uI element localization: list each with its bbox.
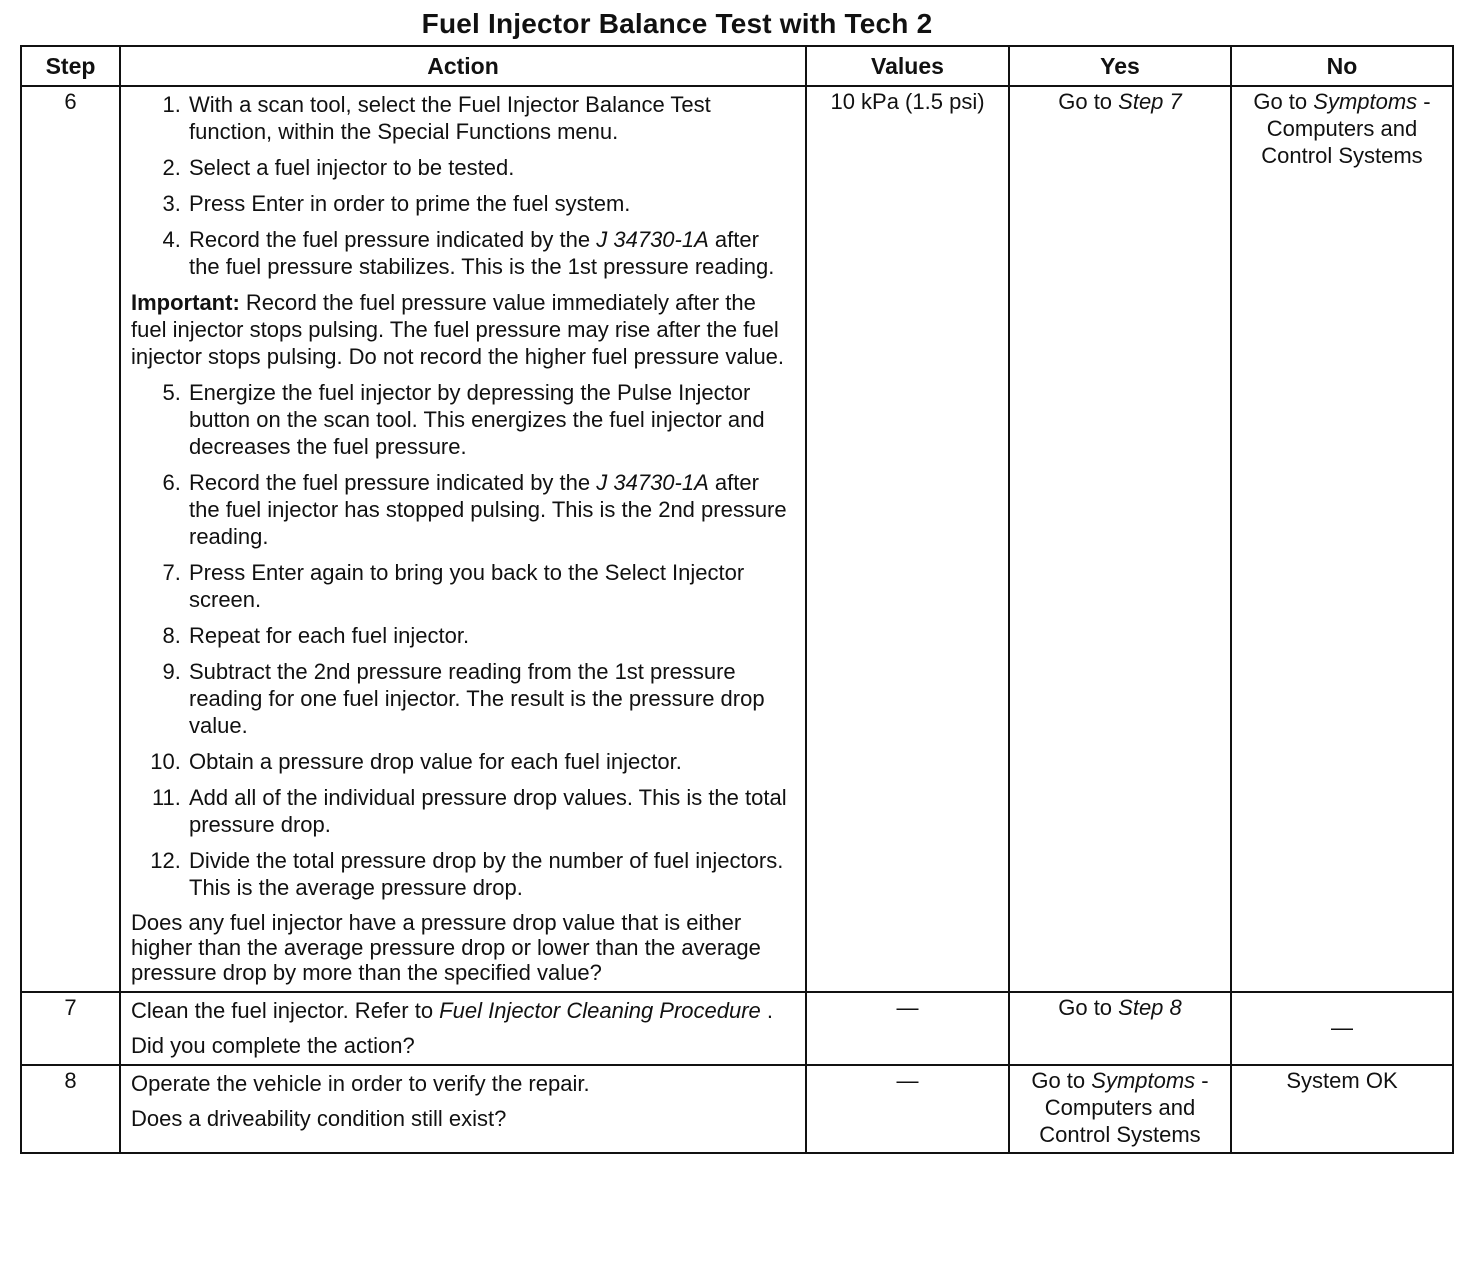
instruction-list [131, 91, 795, 280]
action-cell [120, 86, 806, 992]
values-dash: — [896, 1068, 919, 1093]
instruction-text: With a scan tool, select the Fuel Injector Balance Test function, within the Special Functions menu. [189, 92, 711, 144]
instruction-text: Repeat for each fuel injector. [189, 623, 470, 648]
header-yes: Yes [1009, 46, 1231, 86]
instruction-text: after the fuel injector has stopped pulsing. This is the 2nd pressure reading. [189, 470, 787, 549]
table-row-step-8 [21, 1065, 1453, 1153]
list-item [187, 91, 795, 145]
instruction-text: Press Enter in order to prime the fuel system. [189, 191, 631, 216]
action-text: Operate the vehicle in order to verify the repair. [131, 1071, 590, 1096]
values-dash: — [896, 995, 919, 1020]
list-item [187, 847, 795, 901]
no-cell [1231, 86, 1453, 992]
yes-suffix: -Computers and Control Systems [1039, 1068, 1209, 1147]
header-values: Values [806, 46, 1009, 86]
instruction-text: Press Enter again to bring you back to the Select Injector screen. [189, 560, 745, 612]
instruction-text: Record the fuel pressure indicated by the [189, 227, 597, 252]
list-item [187, 748, 795, 775]
step-link[interactable]: Step 8 [1118, 995, 1182, 1020]
important-text: Record the fuel pressure value immediately after the fuel injector stops pulsing. The fuel pressure may rise after the fuel injector stops pulsing. Do not record the higher fuel pressure value. [131, 290, 785, 369]
header-row [21, 46, 1453, 86]
procedure-table [20, 45, 1454, 1154]
instruction-text: Add all of the individual pressure drop values. This is the total pressure drop. [189, 785, 787, 837]
list-item [187, 226, 795, 280]
header-action: Action [120, 46, 806, 86]
yes-prefix: Go to [1058, 89, 1119, 114]
values-cell [806, 1065, 1009, 1153]
symptoms-link[interactable]: Symptoms [1313, 89, 1418, 114]
instruction-text: Energize the fuel injector by depressing the Pulse Injector button on the scan tool. This energizes the fuel injector and decreases the fuel pressure. [189, 380, 765, 459]
important-note [131, 289, 795, 370]
tool-name: J 34730-1A [596, 227, 709, 252]
list-item [187, 559, 795, 613]
action-suffix: . [760, 998, 774, 1023]
action-text [131, 997, 795, 1024]
step-number: 7 [21, 992, 120, 1065]
yes-prefix: Go to [1058, 995, 1119, 1020]
list-item [187, 784, 795, 838]
no-suffix: -Computers and Control Systems [1261, 89, 1431, 168]
list-item [187, 190, 795, 217]
instruction-list [131, 379, 795, 901]
action-cell [120, 1065, 806, 1153]
header-no: No [1231, 46, 1453, 86]
instruction-text: Select a fuel injector to be tested. [189, 155, 515, 180]
list-item [187, 379, 795, 460]
header-step: Step [21, 46, 120, 86]
instruction-text: Record the fuel pressure indicated by the [189, 470, 597, 495]
yes-prefix: Go to [1031, 1068, 1092, 1093]
no-dash: — [1331, 1014, 1353, 1040]
instruction-text: after the fuel pressure stabilizes. This is the 1st pressure reading. [189, 227, 775, 279]
no-cell [1231, 992, 1453, 1065]
list-item [187, 622, 795, 649]
step-link[interactable]: Step 7 [1118, 89, 1182, 114]
instruction-text: Obtain a pressure drop value for each fuel injector. [189, 749, 682, 774]
question-text: Does any fuel injector have a pressure drop value that is either higher than the average pressure drop or lower than the average pressure drop by more than the specified value? [131, 910, 761, 985]
step-number: 6 [21, 86, 120, 992]
procedure-link[interactable]: Fuel Injector Cleaning Procedure [439, 998, 761, 1023]
list-item [187, 469, 795, 550]
symptoms-link[interactable]: Symptoms [1091, 1068, 1196, 1093]
yes-cell [1009, 86, 1231, 992]
important-label: Important: [131, 290, 240, 315]
action-prefix: Clean the fuel injector. Refer to [131, 998, 440, 1023]
list-item [187, 154, 795, 181]
question-text: Does a driveability condition still exist? [131, 1106, 507, 1131]
instruction-text: Subtract the 2nd pressure reading from the 1st pressure reading for one fuel injector. The result is the pressure drop value. [189, 659, 765, 738]
list-item [187, 658, 795, 739]
step-number: 8 [21, 1065, 120, 1153]
yes-cell [1009, 1065, 1231, 1153]
question-text: Did you complete the action? [131, 1033, 415, 1058]
table-row-step-7 [21, 992, 1453, 1065]
values-cell [806, 992, 1009, 1065]
values-cell: 10 kPa (1.5 psi) [806, 86, 1009, 992]
table-row-step-6 [21, 86, 1453, 992]
tool-name: J 34730-1A [596, 470, 709, 495]
no-cell: System OK [1231, 1065, 1453, 1153]
no-prefix: Go to [1253, 89, 1314, 114]
instruction-text: Divide the total pressure drop by the number of fuel injectors. This is the average pressure drop. [189, 848, 784, 900]
yes-cell [1009, 992, 1231, 1065]
action-cell [120, 992, 806, 1065]
page-title: Fuel Injector Balance Test with Tech 2 [421, 8, 933, 39]
